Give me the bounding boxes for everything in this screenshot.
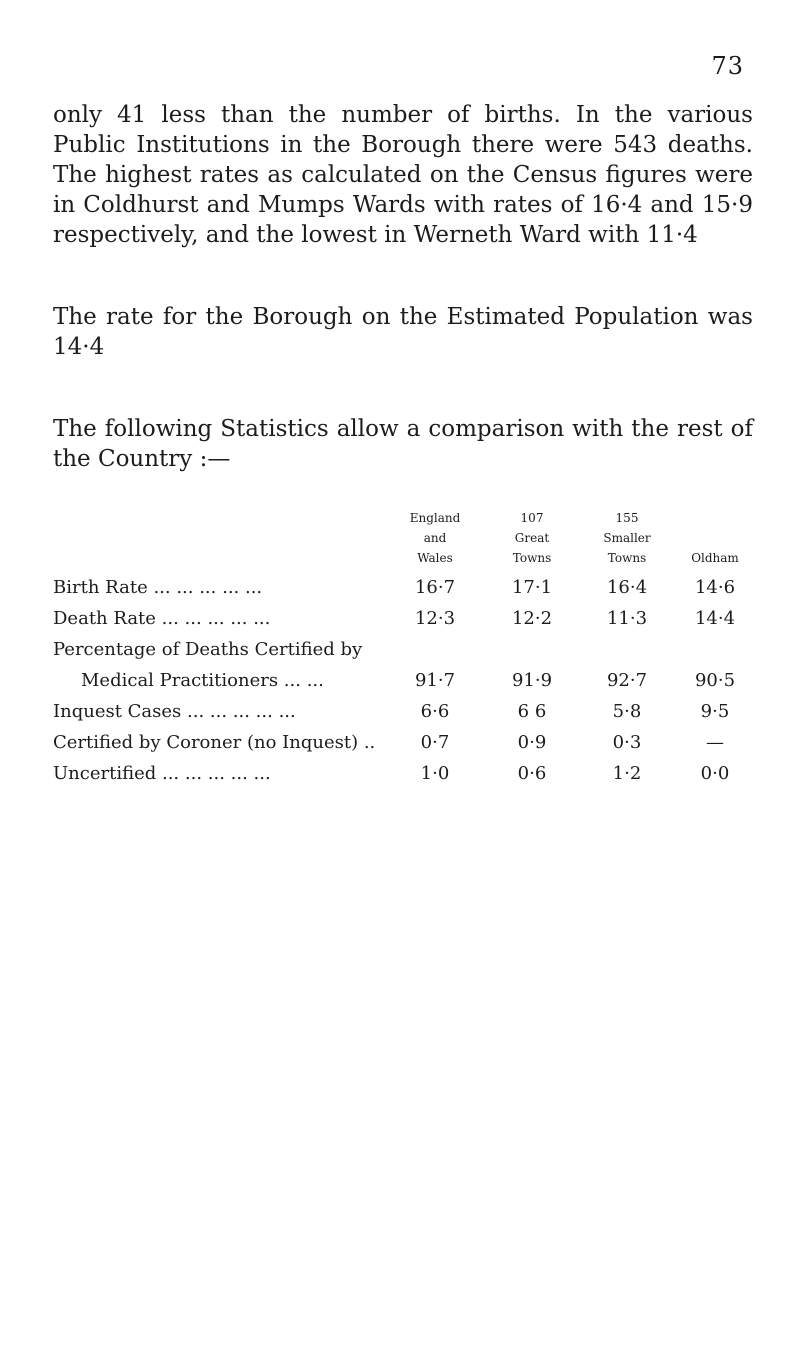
table-row <box>53 758 753 789</box>
table-row <box>53 696 753 727</box>
header-line: Oldham <box>691 551 739 565</box>
row-label: Percentage of Deaths Certified by <box>53 639 363 660</box>
header-line: 155 <box>615 511 639 525</box>
cell-value <box>577 634 677 665</box>
cell-value: 6·6 <box>420 701 450 722</box>
cell-value <box>677 634 753 665</box>
paragraph-deaths <box>53 100 753 250</box>
paragraph-comparison-intro <box>53 414 753 474</box>
cell-value: 14·4 <box>694 608 736 629</box>
paragraph-text: The rate for the Borough on the Estimated Population was 14·4 <box>53 304 753 360</box>
cell-value: 17·1 <box>511 577 553 598</box>
row-label: Certified by Coroner (no Inquest) .. <box>53 732 376 753</box>
header-line: and <box>423 531 447 545</box>
header-line: Towns <box>607 551 647 565</box>
cell-value: 0·0 <box>700 763 730 784</box>
row-label: Uncertified ... ... ... ... ... <box>53 763 271 784</box>
cell-value: 1·0 <box>420 763 450 784</box>
header-line: Smaller <box>603 531 651 545</box>
paragraph-text: The following Statistics allow a comparison with the rest of the Country :— <box>53 416 753 472</box>
header-line: Wales <box>417 551 453 565</box>
statistics-table <box>53 508 753 789</box>
cell-value <box>487 634 577 665</box>
table-row <box>53 634 753 665</box>
cell-value <box>383 634 487 665</box>
cell-value: 6 6 <box>517 701 547 722</box>
paragraph-borough-rate <box>53 302 753 362</box>
header-line: Great <box>514 531 550 545</box>
table-row <box>53 572 753 603</box>
row-label: Death Rate ... ... ... ... ... <box>53 608 271 629</box>
paragraph-text: only 41 less than the number of births. In the various Public Institutions in the Borough there were 543 deaths. The highest rates as calculated on the Census figures were in Coldhurst and Mumps Wards with rates of 16·4 and 15·9 respectively, and the lowest in Werneth Ward with 11·4 <box>53 102 753 248</box>
cell-value: 91·7 <box>414 670 456 691</box>
cell-value: 90·5 <box>694 670 736 691</box>
cell-value: 0·9 <box>517 732 547 753</box>
cell-value: — <box>706 732 724 753</box>
cell-value: 14·6 <box>694 577 736 598</box>
table-row <box>53 727 753 758</box>
cell-value: 92·7 <box>606 670 648 691</box>
row-label: Inquest Cases ... ... ... ... ... <box>53 701 296 722</box>
cell-value: 5·8 <box>612 701 642 722</box>
cell-value: 12·2 <box>511 608 553 629</box>
cell-value: 1·2 <box>612 763 642 784</box>
header-line: England <box>409 511 461 525</box>
cell-value: 0·6 <box>517 763 547 784</box>
header-line: Towns <box>512 551 552 565</box>
cell-value: 12·3 <box>414 608 456 629</box>
header-line: 107 <box>520 511 544 525</box>
row-label: Medical Practitioners ... ... <box>81 670 324 691</box>
cell-value: 16·4 <box>606 577 648 598</box>
table-header-row <box>53 508 753 572</box>
header-england-wales <box>383 508 487 572</box>
cell-value: 0·7 <box>420 732 450 753</box>
header-smaller-towns <box>577 508 677 572</box>
cell-value: 0·3 <box>612 732 642 753</box>
table-row <box>53 603 753 634</box>
table-row <box>53 665 753 696</box>
header-oldham <box>677 508 753 572</box>
page-number: 73 <box>711 52 744 80</box>
row-label: Birth Rate ... ... ... ... ... <box>53 577 263 598</box>
cell-value: 11·3 <box>606 608 648 629</box>
header-great-towns <box>487 508 577 572</box>
cell-value: 9·5 <box>700 701 730 722</box>
header-blank <box>53 508 383 572</box>
cell-value: 16·7 <box>414 577 456 598</box>
cell-value: 91·9 <box>511 670 553 691</box>
